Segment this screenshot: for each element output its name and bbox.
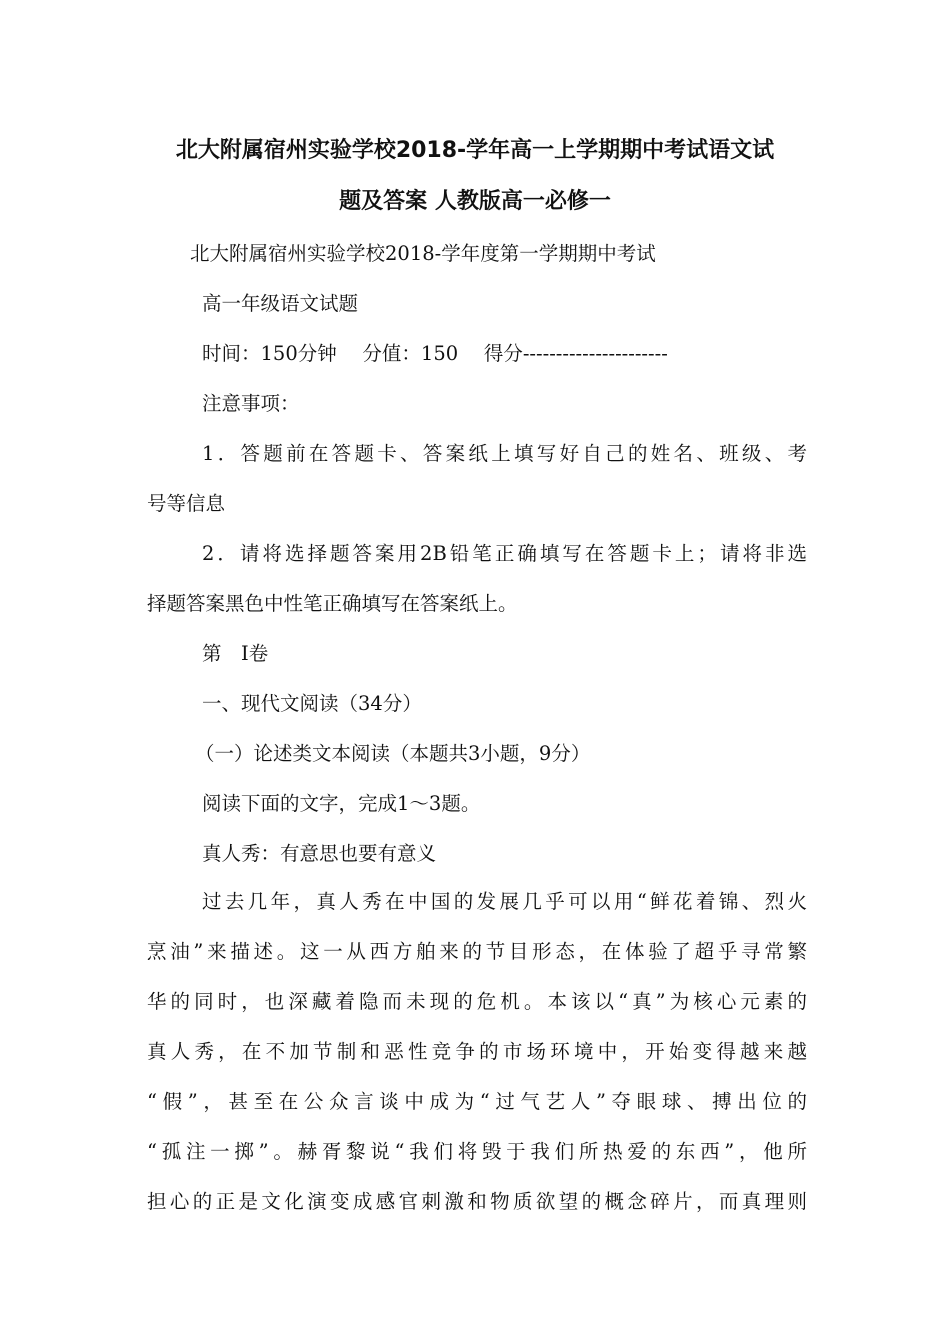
- article-line-3: 华的同时，也深藏着隐而未现的危机。本该以“真”为核心元素的: [147, 990, 807, 1013]
- time-score-line: 时间：150分钟 分值：150 得分----------------------: [202, 342, 668, 365]
- note-item-1-line-2: 号等信息: [147, 492, 226, 515]
- article-line-1: 过去几年，真人秀在中国的发展几乎可以用“鲜花着锦、烈火: [202, 890, 807, 913]
- article-line-2: 烹油”来描述。这一从西方舶来的节目形态，在体验了超乎寻常繁: [147, 940, 807, 963]
- note-item-2-line-1: 2．请将选择题答案用2B铅笔正确填写在答题卡上；请将非选: [202, 542, 807, 565]
- article-title: 真人秀：有意思也要有意义: [202, 842, 437, 865]
- document-title-line-2: 题及答案 人教版高一必修一: [339, 189, 611, 214]
- note-item-2-line-2: 择题答案黑色中性笔正确填写在答案纸上。: [147, 592, 518, 615]
- subsection-heading: （一）论述类文本阅读（本题共3小题，9分）: [195, 742, 591, 765]
- article-line-5: “假”，甚至在公众言谈中成为“过气艺人”夺眼球、搏出位的: [147, 1090, 807, 1113]
- article-line-6: “孤注一掷”。赫胥黎说“我们将毁于我们所热爱的东西”，他所: [147, 1140, 807, 1163]
- article-line-7: 担心的正是文化演变成感官刺激和物质欲望的概念碎片，而真理则: [147, 1190, 807, 1213]
- document-title-line-1: 北大附属宿州实验学校2018-学年高一上学期期中考试语文试: [175, 138, 775, 163]
- article-line-4: 真人秀，在不加节制和恶性竞争的市场环境中，开始变得越来越: [147, 1040, 807, 1063]
- exam-subject: 高一年级语文试题: [202, 292, 359, 315]
- reading-instruction: 阅读下面的文字，完成1～3题。: [202, 792, 481, 815]
- note-item-1-line-1: 1．答题前在答题卡、答案纸上填写好自己的姓名、班级、考: [202, 442, 807, 465]
- exam-heading: 北大附属宿州实验学校2018-学年度第一学期期中考试: [190, 242, 656, 265]
- notes-heading: 注意事项：: [202, 392, 300, 415]
- part-heading: 一、现代文阅读（34分）: [202, 692, 422, 715]
- volume-heading: 第 Ⅰ卷: [202, 642, 269, 665]
